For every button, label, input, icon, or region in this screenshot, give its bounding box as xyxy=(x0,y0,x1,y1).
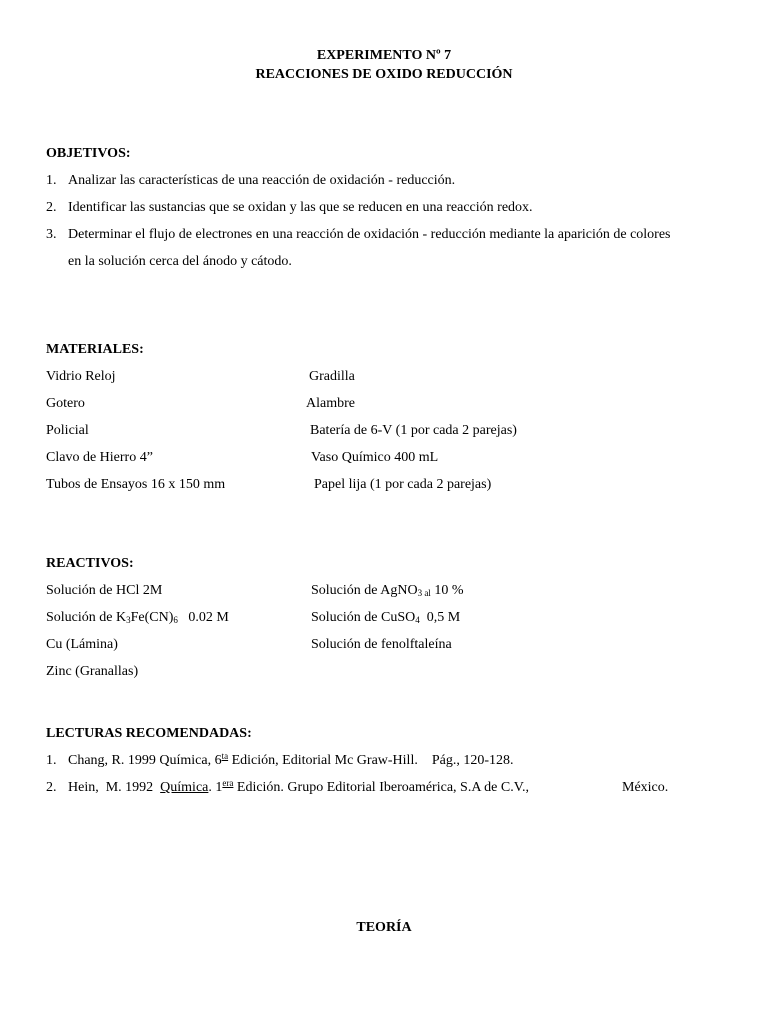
lectura-item-2-location: México. xyxy=(622,780,669,795)
reactivos-heading: REACTIVOS: xyxy=(46,556,134,571)
material-right-4: Vaso Químico 400 mL xyxy=(311,450,439,465)
material-left-3: Policial xyxy=(46,423,89,438)
reactivo-left-4: Zinc (Granallas) xyxy=(46,664,139,679)
document-title: EXPERIMENTO Nº 7 xyxy=(316,48,452,63)
reactivo-left-1: Solución de HCl 2M xyxy=(46,583,163,598)
objetivo-number-3: 3. xyxy=(46,227,57,242)
material-left-2: Gotero xyxy=(46,396,85,411)
objetivo-item-3-continuation: en la solución cerca del ánodo y cátodo. xyxy=(68,254,292,269)
material-left-5: Tubos de Ensayos 16 x 150 mm xyxy=(46,477,226,492)
teoria-heading: TEORÍA xyxy=(356,920,412,935)
lectura-item-2: Hein, M. 1992 Química. $1^{era}$ Edición. Grupo Editorial Iberoamérica, S.A de C.V., xyxy=(68,778,530,795)
lecturas-heading: LECTURAS RECOMENDADAS: xyxy=(46,726,252,741)
reactivo-right-2: Solución de CuSO$_4$ 0,5 M xyxy=(311,610,461,625)
reactivo-right-1: Solución de AgNO$_{3 al}$ 10 % xyxy=(311,583,464,598)
document-subtitle: REACCIONES DE OXIDO REDUCCIÓN xyxy=(255,67,513,82)
lectura-number-1: 1. xyxy=(46,753,57,768)
reactivo-right-3: Solución de fenolftaleína xyxy=(311,637,452,652)
reactivo-left-2: Solución de $K_3Fe(CN)_6$ 0.02 M xyxy=(46,610,229,625)
lectura-item-1: Chang, R. 1999 Química, $6^{ta}$ Edición, Editorial Mc Graw-Hill. Pág., 120-128. xyxy=(68,751,514,768)
lectura-number-2: 2. xyxy=(46,780,57,795)
material-left-1: Vidrio Reloj xyxy=(46,369,116,384)
material-right-1: Gradilla xyxy=(309,369,355,384)
objetivo-item-1: Analizar las características de una reacción de oxidación - reducción. xyxy=(68,173,456,188)
material-right-2: Alambre xyxy=(306,396,355,411)
objetivo-number-1: 1. xyxy=(46,173,57,188)
objetivo-item-3: Determinar el flujo de electrones en una reacción de oxidación - reducción mediante la aparición de colores xyxy=(68,227,671,242)
reactivo-left-3: Cu (Lámina) xyxy=(46,637,118,652)
material-right-3: Batería de 6-V (1 por cada 2 parejas) xyxy=(310,423,517,438)
materiales-heading: MATERIALES: xyxy=(46,342,144,357)
material-right-5: Papel lija (1 por cada 2 parejas) xyxy=(314,477,492,492)
objetivo-item-2: Identificar las sustancias que se oxidan y las que se reducen en una reacción redox. xyxy=(68,200,533,215)
objetivos-heading: OBJETIVOS: xyxy=(46,146,131,161)
material-left-4: Clavo de Hierro 4” xyxy=(46,450,153,465)
objetivo-number-2: 2. xyxy=(46,200,57,215)
